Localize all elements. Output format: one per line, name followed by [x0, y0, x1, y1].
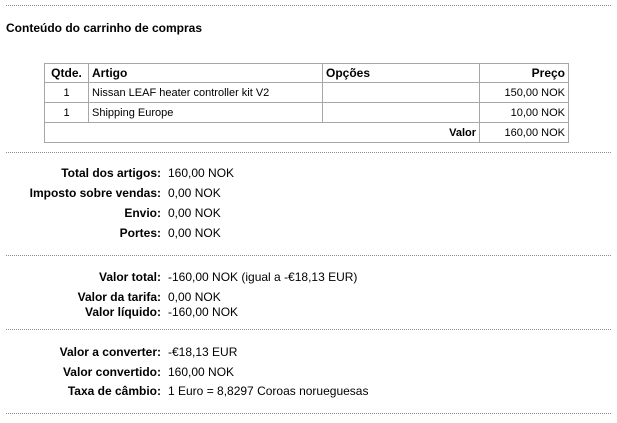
cart-table — [44, 63, 569, 143]
summary-value: 0,00 NOK — [168, 186, 221, 200]
totals-label: Valor total: — [98, 270, 161, 284]
cell-qty: 1 — [45, 103, 89, 123]
totals-value: -160,00 NOK (igual a -€18,13 EUR) — [168, 270, 358, 284]
cell-options — [323, 103, 480, 123]
page-title: Conteúdo do carrinho de compras — [6, 21, 203, 35]
conversion-converted — [0, 365, 617, 380]
column-header-article: Artigo — [89, 64, 323, 83]
column-header-options: Opções — [323, 64, 480, 83]
summary-label: Imposto sobre vendas: — [29, 186, 161, 200]
cell-options — [323, 83, 480, 103]
table-total-row — [45, 123, 569, 143]
summary-label: Envio: — [124, 206, 161, 220]
table-row — [45, 83, 569, 103]
total-value: 160,00 NOK — [480, 123, 569, 143]
total-label: Valor — [323, 123, 480, 143]
totals-value: -160,00 NOK — [168, 305, 239, 319]
cell-price: 150,00 NOK — [480, 83, 569, 103]
cell-article: Nissan LEAF heater controller kit V2 — [89, 83, 323, 103]
table-row — [45, 103, 569, 123]
summary-value: 160,00 NOK — [168, 166, 235, 180]
summary-value: 0,00 NOK — [168, 226, 221, 240]
conversion-amount — [0, 345, 617, 360]
summary-value: 0,00 NOK — [168, 206, 221, 220]
conversion-value: 1 Euro = 8,8297 Coroas norueguesas — [168, 384, 369, 398]
summary-postage — [0, 226, 617, 241]
cell-price: 10,00 NOK — [480, 103, 569, 123]
totals-fee-value — [0, 290, 617, 305]
summary-label: Total dos artigos: — [61, 166, 161, 180]
totals-total-value — [0, 270, 617, 285]
conversion-label: Taxa de câmbio: — [67, 384, 161, 398]
totals-label: Valor líquido: — [84, 305, 161, 319]
cell-qty: 1 — [45, 83, 89, 103]
table-header-row — [45, 64, 569, 83]
column-header-price: Preço — [480, 64, 569, 83]
column-header-qty: Qtde. — [45, 64, 89, 83]
divider-bottom — [6, 413, 611, 414]
summary-shipping — [0, 206, 617, 221]
divider-after-totals — [6, 329, 611, 330]
conversion-value: 160,00 NOK — [168, 365, 235, 379]
conversion-value: -€18,13 EUR — [168, 345, 238, 359]
conversion-label: Valor a converter: — [59, 345, 161, 359]
conversion-rate — [0, 384, 617, 399]
totals-label: Valor da tarifa: — [77, 290, 161, 304]
divider-after-summary — [6, 255, 611, 256]
cell-article: Shipping Europe — [89, 103, 323, 123]
totals-value: 0,00 NOK — [168, 290, 221, 304]
divider-top — [6, 5, 611, 6]
totals-net-value — [0, 305, 617, 320]
summary-items-total — [0, 166, 617, 181]
divider-after-table — [6, 152, 611, 153]
conversion-label: Valor convertido: — [62, 365, 161, 379]
summary-label: Portes: — [119, 226, 161, 240]
summary-sales-tax — [0, 186, 617, 201]
cell-blank — [45, 123, 323, 143]
